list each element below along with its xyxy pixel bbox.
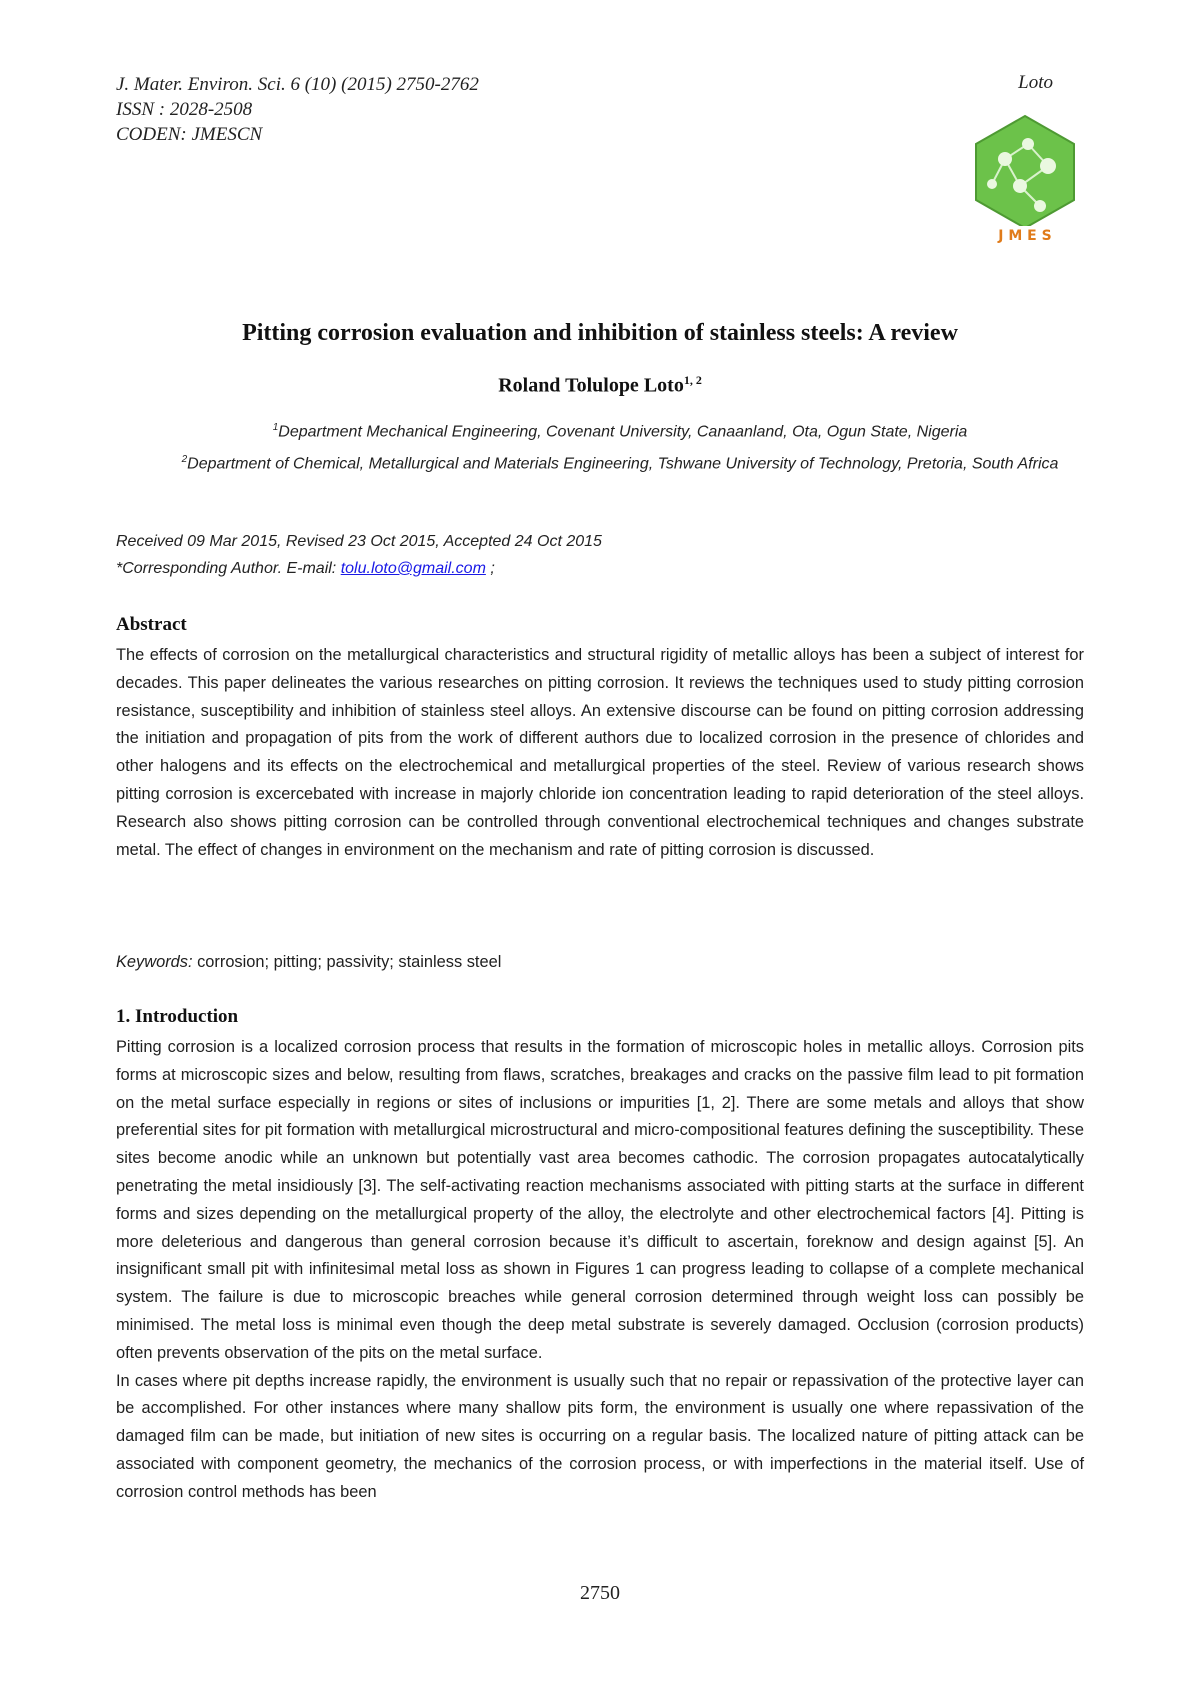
keywords-label: Keywords: bbox=[116, 953, 193, 971]
journal-header bbox=[116, 72, 479, 147]
author-name: Roland Tolulope Loto bbox=[498, 374, 684, 397]
corresponding-email-link[interactable]: tolu.loto@gmail.com bbox=[340, 560, 486, 577]
introduction-paragraph-2: In cases where pit depths increase rapidly, the environment is usually such that no repair or repassivation of the protective layer can be accomplished. For other instances where many shallow pits form, the environment is usually one where repassivation of the damaged film can be made, but initiation of new sites is occurring on a regular basis. The localized nature of pitting attack can be associated with component geometry, the mechanics of the corrosion process, or with imperfections in the material itself. Use of corrosion control methods has been bbox=[116, 1371, 1084, 1501]
logo-text: J M E S bbox=[998, 228, 1052, 244]
affiliation-2 bbox=[120, 446, 1120, 478]
corresponding-suffix: ; bbox=[485, 560, 495, 577]
paper-title: Pitting corrosion evaluation and inhibition of stainless steels: A review bbox=[242, 320, 958, 346]
abstract-heading: Abstract bbox=[116, 614, 187, 635]
abstract-text: The effects of corrosion on the metallurgical characteristics and structural rigidity of metallic alloys has been a subject of interest for decades. This paper delineates the various researches on pitting corrosion. It reviews the techniques used to study pitting corrosion resistance, susceptibility and inhibition of stainless steel alloys. An extensive discourse can be found on pitting corrosion addressing the initiation and propagation of pits from the work of different authors due to localized corrosion in the presence of chlorides and other halogens and its effects on the electrochemical and metallurgical properties of the steel. Review of various research shows pitting corrosion is excercebated with increase in majorly chloride ion concentration leading to rapid deterioration of the steel alloys. Research also shows pitting corrosion can be controlled through conventional electrochemical techniques and changes substrate metal. The effect of changes in environment on the mechanism and rate of pitting corrosion is discussed. bbox=[116, 646, 1084, 859]
submission-info bbox=[116, 528, 602, 582]
author-block bbox=[0, 373, 1200, 398]
page-number: 2750 bbox=[580, 1582, 620, 1604]
affiliation-1-num: 1 bbox=[272, 422, 279, 433]
journal-issn: ISSN : 2028-2508 bbox=[116, 99, 253, 120]
author-affiliation-marks: 1, 2 bbox=[683, 373, 702, 387]
journal-coden: CODEN: JMESCN bbox=[116, 124, 263, 145]
keywords bbox=[116, 953, 501, 972]
affiliation-1 bbox=[120, 414, 1120, 446]
corresponding-prefix: *Corresponding Author. E-mail: bbox=[116, 560, 341, 577]
corresponding-author bbox=[116, 555, 602, 582]
affiliations bbox=[120, 414, 1120, 479]
affiliation-1-text: Department Mechanical Engineering, Covenant University, Canaanland, Ota, Ogun State, Nigeria bbox=[278, 423, 968, 441]
logo-hexagon bbox=[976, 116, 1074, 228]
introduction-paragraph-1: Pitting corrosion is a localized corrosion process that results in the formation of microscopic holes in metallic alloys. Corrosion pits forms at microscopic sizes and below, resulting from flaws, scratches, breakages and cracks on the passive film lead to pit formation on the metal surface especially in regions or sites of inclusions or impurities [1, 2]. There are some metals and alloys that show preferential sites for pit formation with metallurgical microstructural and micro-compositional features defining the susceptibility. These sites become anodic while an unknown but potentially vast area becomes cathodic. The corrosion propagates autocatalytically penetrating the metal insidiously [3]. The self-activating reaction mechanisms associated with pitting starts at the surface in different forms and sizes depending on the metallurgical property of the alloy, the electrolyte and other electrochemical factors [4]. Pitting is more deleterious and dangerous than general corrosion because it’s difficult to ascertain, foreknow and design against [5]. An insignificant small pit with infinitesimal metal loss as shown in Figures 1 can progress leading to collapse of a complete mechanical system. The failure is due to microscopic breaches while general corrosion determined through weight loss can possibly be minimised. The metal loss is minimal even though the deep metal substrate is severely damaged. Occlusion (corrosion products) often prevents observation of the pits on the metal surface. bbox=[116, 1038, 1084, 1362]
running-author: Loto bbox=[1018, 72, 1053, 93]
journal-citation: J. Mater. Environ. Sci. 6 (10) (2015) 2750-2762 bbox=[116, 74, 479, 95]
introduction-body bbox=[116, 1034, 1084, 1507]
jmes-logo bbox=[970, 114, 1080, 244]
keywords-text: corrosion; pitting; passivity; stainless steel bbox=[192, 953, 502, 971]
affiliation-2-num: 2 bbox=[181, 454, 188, 466]
affiliation-2-text: Department of Chemical, Metallurgical and Materials Engineering, Tshwane University of Technology, Pretoria, South Africa bbox=[187, 455, 1059, 473]
introduction-heading: 1. Introduction bbox=[116, 1006, 239, 1027]
received-dates: Received 09 Mar 2015, Revised 23 Oct 2015, Accepted 24 Oct 2015 bbox=[116, 533, 602, 550]
